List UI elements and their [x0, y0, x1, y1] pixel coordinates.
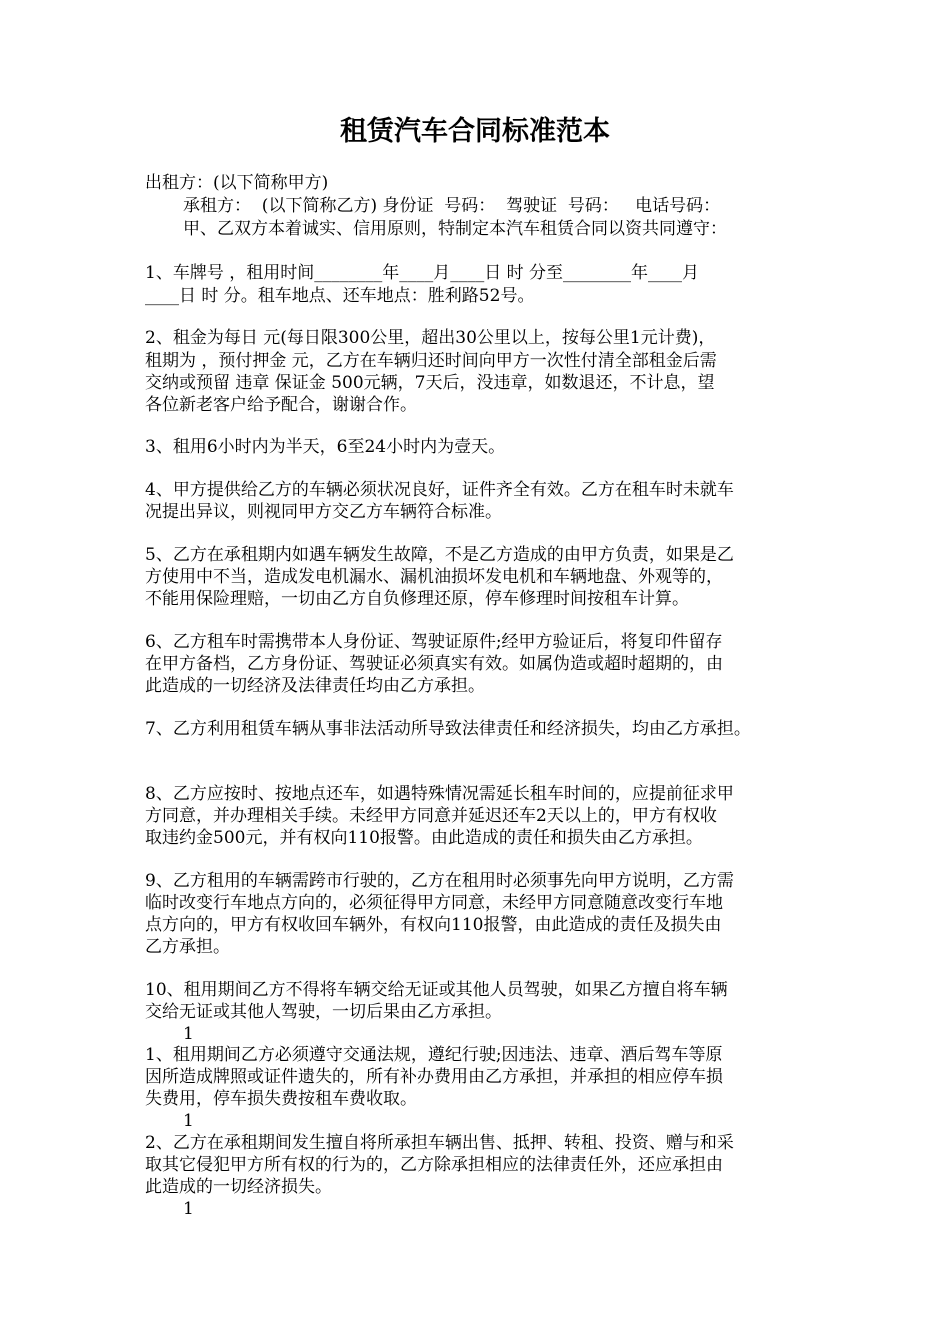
clause-5-line-3: 不能用保险理赔，一切由乙方自负修理还原，停车修理时间按租车计算。 — [145, 589, 689, 609]
clause-1-line-1: 1、车牌号 ，租用时间________年____月____日 时 分至________年____月 — [145, 263, 700, 283]
lessee-line: 承租方： (以下简称乙方) 身份证 号码： 驾驶证 号码： 电话号码： — [183, 196, 721, 216]
clause-6-line-3: 此造成的一切经济及法律责任均由乙方承担。 — [145, 676, 485, 696]
clause-8-line-3: 取违约金500元，并有权向110报警。由此造成的责任和损失由乙方承担。 — [145, 828, 703, 848]
clause-10-line-2: 交给无证或其他人驾驶，一切后果由乙方承担。 — [145, 1002, 502, 1022]
clause-4-line-2: 况提出异议，则视同甲方交乙方车辆符合标准。 — [145, 502, 502, 522]
subclause-2-line-1: 2、乙方在承租期间发生擅自将所承担车辆出售、抵押、转租、投资、赠与和采 — [145, 1133, 734, 1153]
clause-1-line-2: ____日 时 分。租车地点、还车地点：胜利路52号。 — [145, 286, 535, 306]
clause-2-line-4: 各位新老客户给予配合，谢谢合作。 — [145, 395, 417, 415]
clause-3-line-1: 3、租用6小时内为半天，6至24小时内为壹天。 — [145, 437, 506, 457]
clause-9-line-1: 9、乙方租用的车辆需跨市行驶的，乙方在租用时必须事先向甲方说明，乙方需 — [145, 871, 734, 891]
page-marker: 1 — [183, 1111, 194, 1131]
clause-10-line-1: 10、租用期间乙方不得将车辆交给无证或其他人员驾驶，如果乙方擅自将车辆 — [145, 980, 728, 1000]
page-marker: 1 — [183, 1024, 194, 1044]
subclause-1-line-1: 1、租用期间乙方必须遵守交通法规，遵纪行驶;因违法、违章、酒后驾车等原 — [145, 1045, 723, 1065]
document-title: 租赁汽车合同标准范本 — [340, 116, 610, 147]
subclause-2-line-3: 此造成的一切经济损失。 — [145, 1177, 332, 1197]
clause-5-line-2: 方使用中不当，造成发电机漏水、漏机油损坏发电机和车辆地盘、外观等的， — [145, 567, 723, 587]
lessor-line: 出租方：(以下简称甲方) — [145, 173, 329, 193]
clause-8-line-2: 方同意，并办理相关手续。未经甲方同意并延迟还车2天以上的，甲方有权收 — [145, 806, 717, 826]
subclause-1-line-2: 因所造成牌照或证件遗失的，所有补办费用由乙方承担，并承担的相应停车损 — [145, 1067, 723, 1087]
clause-6-line-2: 在甲方备档，乙方身份证、驾驶证必须真实有效。如属伪造或超时超期的，由 — [145, 654, 723, 674]
clause-6-line-1: 6、乙方租车时需携带本人身份证、驾驶证原件;经甲方验证后，将复印件留存 — [145, 632, 723, 652]
clause-9-line-2: 临时改变行车地点方向的，必须征得甲方同意，未经甲方同意随意改变行车地 — [145, 893, 723, 913]
subclause-2-line-2: 取其它侵犯甲方所有权的行为的，乙方除承担相应的法律责任外，还应承担由 — [145, 1155, 723, 1175]
clause-9-line-4: 乙方承担。 — [145, 937, 230, 957]
preamble-line: 甲、乙双方本着诚实、信用原则，特制定本汽车租赁合同以资共同遵守： — [183, 219, 727, 239]
clause-2-line-2: 租期为 ，预付押金 元，乙方在车辆归还时间向甲方一次性付清全部租金后需 — [145, 351, 717, 371]
clause-5-line-1: 5、乙方在承租期内如遇车辆发生故障，不是乙方造成的由甲方负责，如果是乙 — [145, 545, 734, 565]
clause-8-line-1: 8、乙方应按时、按地点还车，如遇特殊情况需延长租车时间的，应提前征求甲 — [145, 784, 734, 804]
clause-2-line-3: 交纳或预留 违章 保证金 500元辆，7天后，没违章，如数退还，不计息，望 — [145, 373, 715, 393]
clause-2-line-1: 2、租金为每日 元(每日限300公里，超出30公里以上，按每公里1元计费)， — [145, 328, 716, 348]
clause-9-line-3: 点方向的，甲方有权收回车辆外，有权向110报警，由此造成的责任及损失由 — [145, 915, 722, 935]
clause-4-line-1: 4、甲方提供给乙方的车辆必须状况良好，证件齐全有效。乙方在租车时未就车 — [145, 480, 734, 500]
subclause-1-line-3: 失费用，停车损失费按租车费收取。 — [145, 1089, 417, 1109]
clause-7-line-1: 7、乙方利用租赁车辆从事非法活动所导致法律责任和经济损失，均由乙方承担。 — [145, 719, 751, 739]
page-marker: 1 — [183, 1199, 194, 1219]
